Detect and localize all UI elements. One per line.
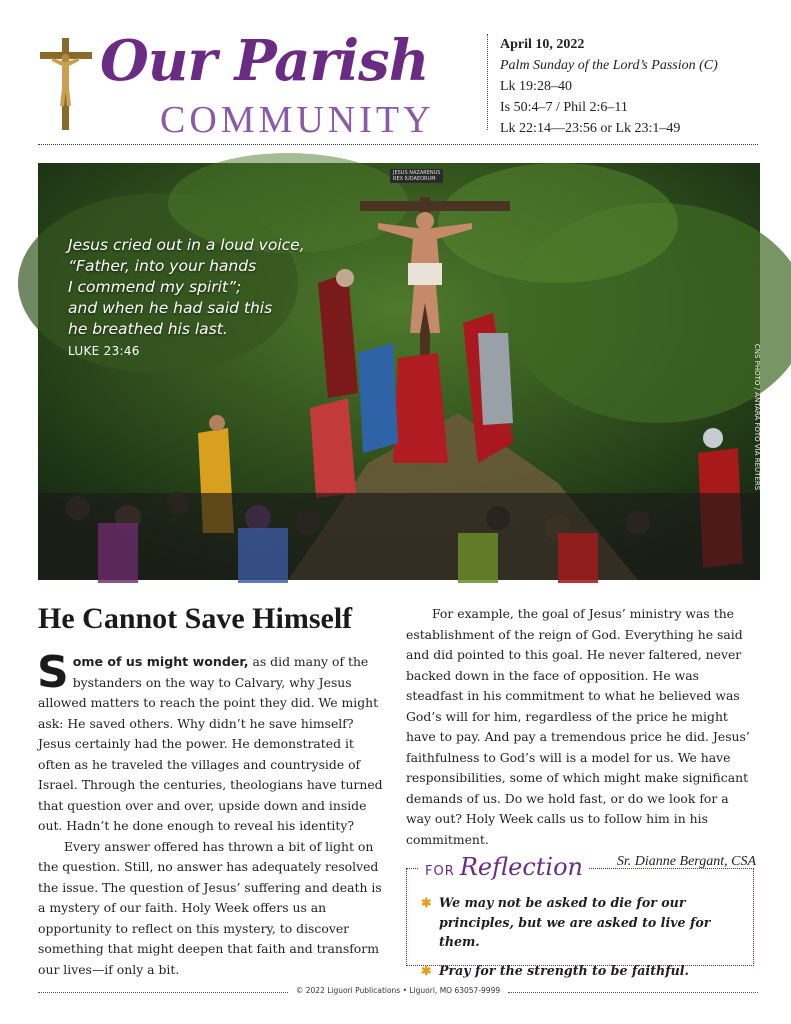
author-signature: Sr. Dianne Bergant, CSA [616, 854, 756, 869]
page-footer [38, 986, 758, 998]
quote-line: he breathed his last. [68, 320, 228, 338]
quote-line: Jesus cried out in a loud voice, [68, 236, 305, 254]
paragraph-text: as did many of the bystanders on the way to Calvary, why Jesus allowed matters to reach the point they did. We might ask: He saved others. Why didn’t he save himself? Jesus certainly had the power. He demonstrated it often as he traveled the villages and countryside of Israel. Through the centuries, theologians have turned that question over and over, upside down and inside out. Hadn’t he done enough to reveal his identity? [38, 654, 383, 833]
drop-cap: S [37, 647, 69, 698]
article-paragraph: Every answer offered has thrown a bit of light on the question. Still, no answer has adequately resolved the issue. The question of Jesus’ suffering and death is a mystery of our faith. Holy Week offers us an opportunity to reflect on this mystery, to discover something that might deepen that faith and transform our lives—if only a bit. [38, 838, 382, 977]
copyright-notice: © 2022 Liguori Publications • Liguori, MO 63057-9999 [295, 986, 501, 995]
reflection-label-word: Reflection [459, 853, 583, 881]
star-bullet-icon: ✱ [421, 895, 432, 910]
star-bullet-icon: ✱ [421, 962, 432, 978]
publication-subtitle: COMMUNITY [160, 99, 435, 141]
quote-line: “Father, into your hands [68, 257, 257, 275]
reflection-item-text: We may not be asked to die for our principles, but we are asked to live for them. [439, 895, 711, 949]
masthead [38, 30, 758, 142]
reflection-list [421, 893, 741, 989]
masthead-divider [487, 34, 488, 130]
article-column-left [38, 602, 388, 980]
photo-credit: CNS PHOTO / ANTARA FOTO VIA REUTERS [752, 343, 761, 491]
article-headline: He Cannot Save Himself [38, 602, 353, 635]
cross-inscription [390, 169, 443, 183]
issue-date: April 10, 2022 [500, 37, 585, 52]
quote-line: I commend my spirit”; [68, 278, 242, 296]
lead-in: ome of us might wonder, [72, 654, 249, 669]
reflection-heading [419, 853, 589, 881]
reflection-label-for: FOR [425, 864, 455, 879]
scripture-reference: LUKE 23:46 [68, 344, 140, 358]
masthead-rule [38, 144, 758, 145]
reading-citation: Is 50:4–7 / Phil 2:6–11 [500, 100, 628, 115]
scripture-quote [68, 235, 318, 340]
reflection-item [421, 893, 741, 952]
reading-citation: Lk 22:14—23:56 or Lk 23:1–49 [500, 121, 681, 136]
article-paragraph [37, 647, 388, 837]
crucifix-icon [38, 36, 94, 132]
reflection-item [421, 961, 741, 981]
crucifixion-photo [38, 163, 760, 580]
photo-illustration [38, 163, 760, 580]
reflection-item-text: Pray for the strength to be faithful. [439, 962, 689, 978]
footer-rule-right [508, 992, 758, 993]
article-column-right [406, 604, 756, 870]
reading-citation: Lk 19:28–40 [500, 79, 572, 94]
inscription-line: JESUS NAZARENUS [393, 170, 441, 176]
quote-line: and when he had said this [68, 299, 273, 317]
liturgical-occasion: Palm Sunday of the Lord’s Passion (C) [500, 58, 718, 73]
article-paragraph: For example, the goal of Jesus’ ministry was the establishment of the reign of God. Everything he said and did pointed to this goal. He never faltered, never backed down in the face of opposition. He was steadfast in his commitment to what he believed was God’s will for him, regardless of the price he might have to pay. And pay a tremendous price he did. Jesus’ faithfulness to God’s will is a model for us. We have responsibilities, some of which might make significant demands of us. Do we hold fast, or do we look for a way out? Holy Week calls us to follow him in his commitment. [406, 606, 750, 847]
liturgical-info [500, 34, 760, 139]
inscription-line: REX IUDAEORUM [393, 176, 436, 182]
publication-title: Our Parish [100, 28, 429, 94]
